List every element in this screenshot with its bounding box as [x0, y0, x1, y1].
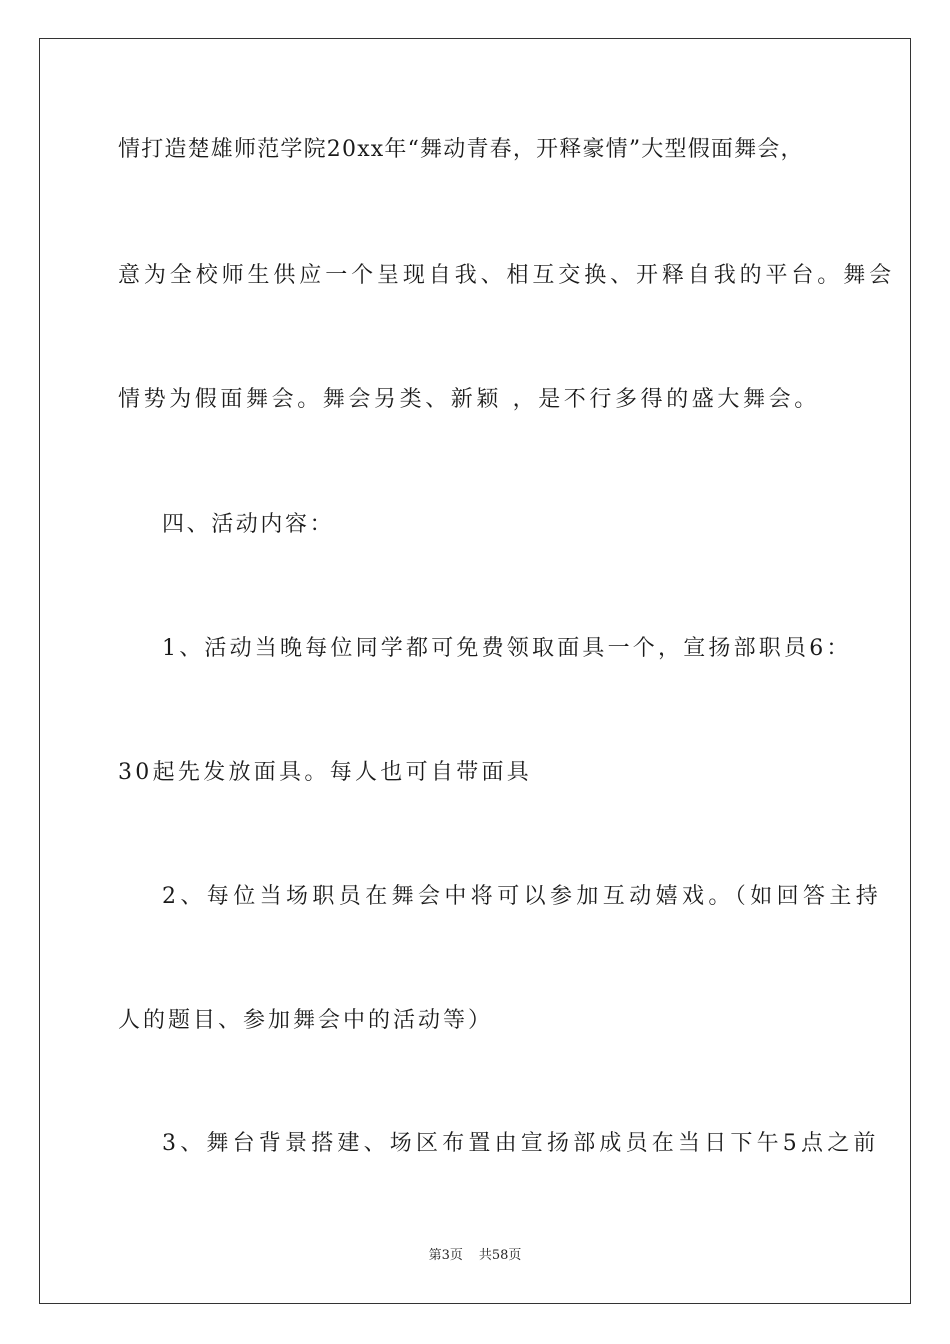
- paragraph-line: 情打造楚雄师范学院20xx年“舞动青春，开释豪情”大型假面舞会，: [118, 137, 804, 162]
- paragraph-line: 情势为假面舞会。舞会另类、新颖 ，是不行多得的盛大舞会。: [118, 387, 820, 412]
- section-heading: 四、活动内容：: [162, 512, 335, 537]
- paragraph-line: 1、活动当晚每位同学都可免费领取面具一个，宣扬部职员6：: [162, 636, 852, 661]
- paragraph-line: 30起先发放面具。每人也可自带面具: [118, 760, 533, 785]
- paragraph-line: 意为全校师生供应一个呈现自我、相互交换、开释自我的平台。舞会: [118, 263, 896, 288]
- paragraph-line: 人的题目、参加舞会中的活动等）: [118, 1008, 494, 1033]
- paragraph-line: 2、每位当场职员在舞会中将可以参加互动嬉戏。（如回答主持: [162, 884, 883, 909]
- page-border: [39, 38, 911, 1304]
- paragraph-line: 3、舞台背景搭建、场区布置由宣扬部成员在当日下午5点之前: [162, 1131, 880, 1156]
- page-number: 第3页: [428, 1248, 463, 1263]
- page-footer: [0, 1248, 950, 1264]
- page-total: 共58页: [478, 1248, 522, 1263]
